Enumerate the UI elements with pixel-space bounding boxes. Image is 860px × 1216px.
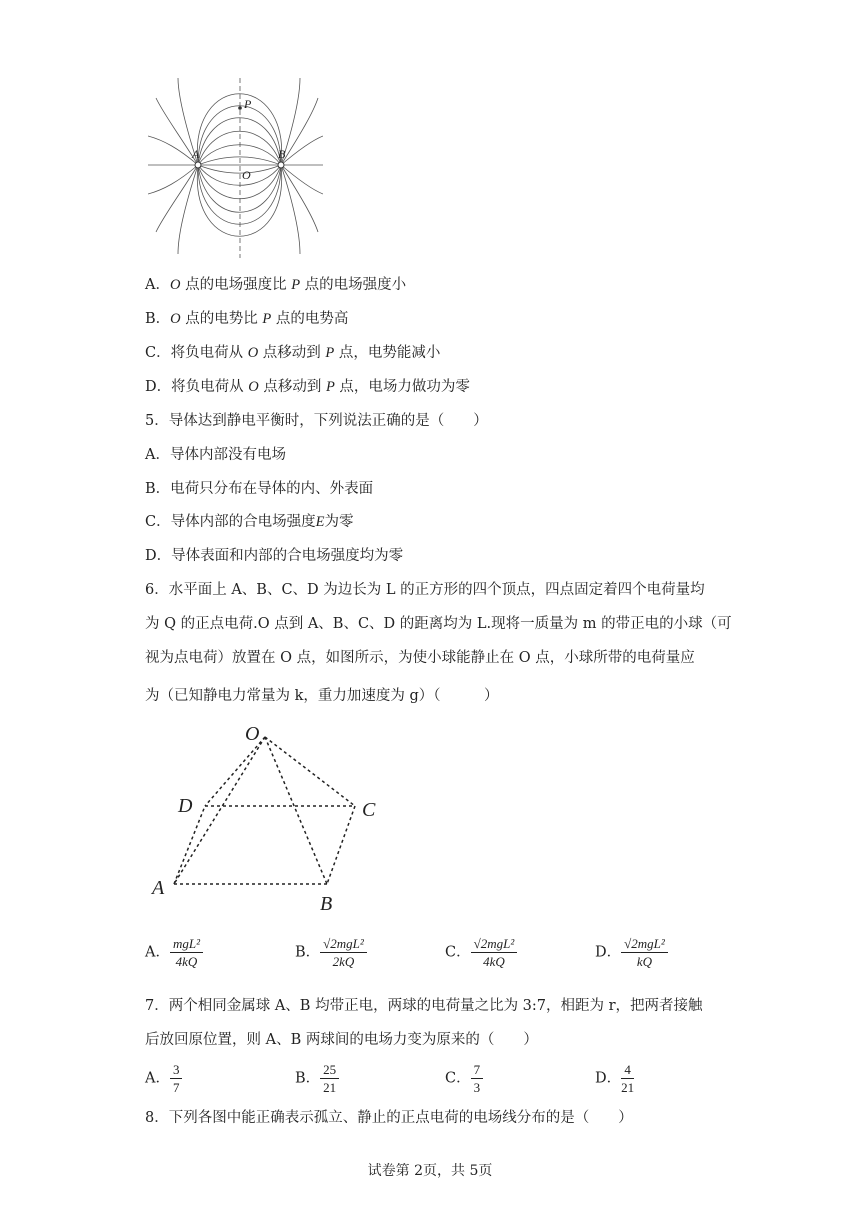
- q5-option-b: B．电荷只分布在导体的内、外表面: [145, 481, 374, 497]
- q6-option-c: C． $\frac{\text{√2mgL²}}{4kQ}$: [445, 936, 517, 969]
- q5-option-c: C．导体内部的合电场强度E为零: [145, 514, 354, 530]
- q7-option-a: A． $\frac{3}{7}$: [145, 1062, 182, 1095]
- label-A: A: [192, 147, 200, 161]
- label-O: O: [242, 168, 251, 182]
- q6-line-1: 6．水平面上 A、B、C、D 为边长为 L 的正方形的四个顶点，四点固定着四个电荷量均: [145, 582, 705, 598]
- q5-option-a: A．导体内部没有电场: [145, 447, 286, 463]
- q4-option-a: A．O 点的电场强度比 P 点的电场强度小: [145, 277, 407, 293]
- label-B: B: [278, 147, 286, 161]
- q4-option-c: C．将负电荷从 O 点移动到 P 点，电势能减小: [145, 345, 441, 361]
- label-P: P: [244, 97, 252, 111]
- q4-option-d: D．将负电荷从 O 点移动到 P 点，电场力做功为零: [145, 379, 470, 395]
- pyramid-label-D: D: [178, 795, 193, 817]
- q6-line-4: 为（已知静电力常量为 k，重力加速度为 g）（ ）: [145, 688, 499, 704]
- q4-option-b: B．O 点的电势比 P 点的电势高: [145, 311, 349, 327]
- q6-line-3: 视为点电荷）放置在 O 点，如图所示，为使小球能静止在 O 点，小球所带的电荷量应: [145, 650, 695, 666]
- q6-line-2: 为 Q 的正点电荷.O 点到 A、B、C、D 的距离均为 L.现将一质量为 m 的带正电的小球（可: [145, 616, 732, 632]
- q7-option-b: B． $\frac{25}{21}$: [295, 1062, 339, 1095]
- q6-option-d: D． $\frac{\text{√2mgL²}}{kQ}$: [595, 936, 668, 969]
- q7-line-1: 7．两个相同金属球 A、B 均带正电，两球的电荷量之比为 3:7，相距为 r，把两者接触: [145, 998, 703, 1014]
- field-lines-figure: [148, 78, 323, 258]
- q5-option-d: D．导体表面和内部的合电场强度均为零: [145, 548, 404, 564]
- q7-line-2: 后放回原位置，则 A、B 两球间的电场力变为原来的（ ）: [145, 1032, 538, 1048]
- pyramid-figure: [150, 722, 390, 917]
- q7-option-d: D． $\frac{4}{21}$: [595, 1062, 635, 1095]
- page-footer: 试卷第 2页，共 5页: [367, 1163, 493, 1179]
- q6-option-b: B． $\frac{\text{√2mgL²}}{2kQ}$: [295, 936, 367, 969]
- pyramid-label-O: O: [245, 723, 260, 745]
- q7-option-c: C． $\frac{7}{3}$: [445, 1062, 483, 1095]
- q5-stem: 5．导体达到静电平衡时，下列说法正确的是（ ）: [145, 413, 488, 429]
- q6-option-a: A． $\frac{\text{mgL²}}{4kQ}$: [145, 936, 203, 969]
- pyramid-label-C: C: [362, 799, 376, 821]
- pyramid-label-A: A: [152, 877, 165, 899]
- pyramid-label-B: B: [320, 893, 333, 915]
- q8-stem: 8．下列各图中能正确表示孤立、静止的正点电荷的电场线分布的是（ ）: [145, 1110, 633, 1126]
